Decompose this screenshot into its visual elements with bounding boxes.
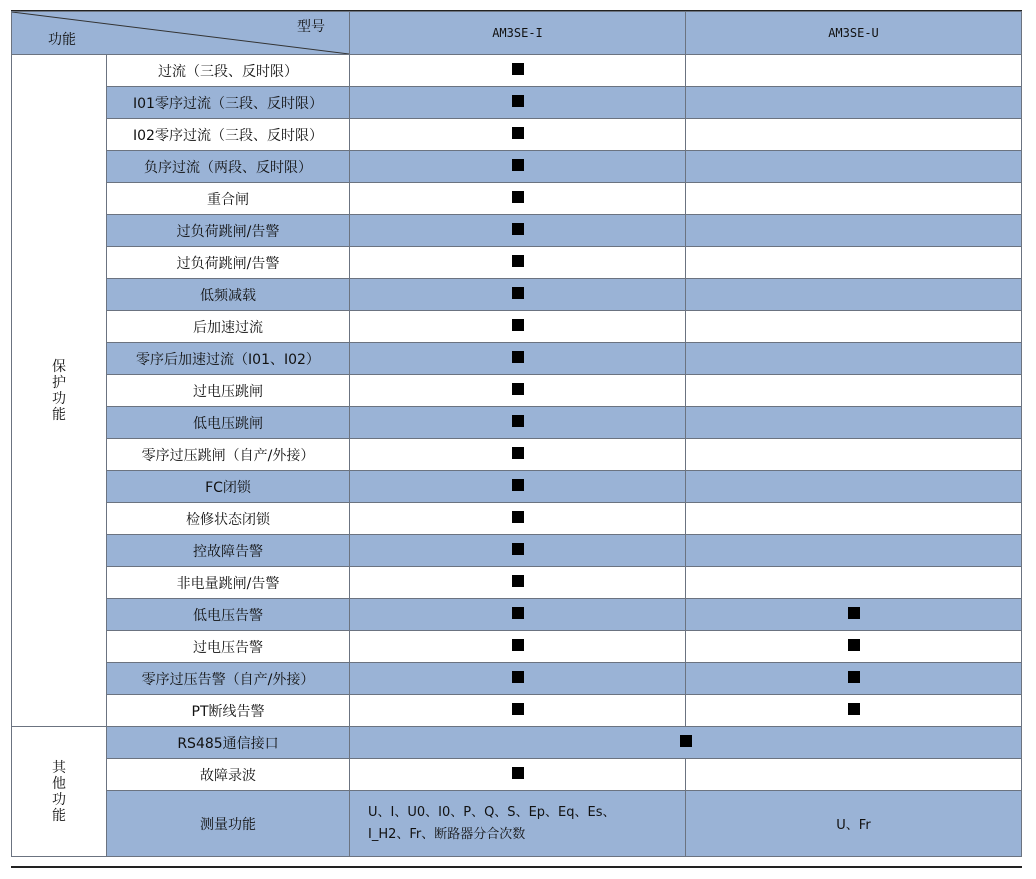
check-mark-icon <box>512 767 524 779</box>
model-a-cell <box>350 599 686 631</box>
function-name: 过负荷跳闸/告警 <box>107 215 350 247</box>
model-a-cell <box>350 279 686 311</box>
table-row <box>12 279 1022 311</box>
check-mark-icon <box>512 159 524 171</box>
model-a-cell <box>350 119 686 151</box>
function-name: 故障录波 <box>107 759 350 791</box>
function-name: 重合闸 <box>107 183 350 215</box>
model-label: 型号 <box>297 19 325 35</box>
table-row <box>12 247 1022 279</box>
check-mark-icon <box>848 671 860 683</box>
table-row <box>12 535 1022 567</box>
model-b-cell <box>686 87 1022 119</box>
function-name: PT断线告警 <box>107 695 350 727</box>
check-mark-icon <box>512 511 524 523</box>
check-mark-icon <box>512 543 524 555</box>
function-name: 零序过压告警（自产/外接） <box>107 663 350 695</box>
check-mark-icon <box>512 287 524 299</box>
check-mark-icon <box>512 95 524 107</box>
check-mark-icon <box>512 607 524 619</box>
model-a-cell <box>350 663 686 695</box>
function-name: 非电量跳闸/告警 <box>107 567 350 599</box>
function-name: FC闭锁 <box>107 471 350 503</box>
check-mark-icon <box>512 703 524 715</box>
model-a-cell <box>350 87 686 119</box>
model-a-header: AM3SE-I <box>350 12 686 55</box>
table-row <box>12 439 1022 471</box>
table-row <box>12 567 1022 599</box>
model-b-cell <box>686 471 1022 503</box>
model-b-cell <box>686 375 1022 407</box>
model-b-cell <box>686 311 1022 343</box>
model-a-cell <box>350 183 686 215</box>
function-name: 低频减载 <box>107 279 350 311</box>
model-a-cell <box>350 215 686 247</box>
model-b-cell <box>686 695 1022 727</box>
model-a-cell <box>350 343 686 375</box>
model-a-cell <box>350 247 686 279</box>
check-mark-icon <box>512 351 524 363</box>
table-row <box>12 215 1022 247</box>
function-name: 过电压告警 <box>107 631 350 663</box>
model-a-cell <box>350 375 686 407</box>
function-name: I02零序过流（三段、反时限） <box>107 119 350 151</box>
model-a-cell <box>350 631 686 663</box>
model-b-cell <box>686 631 1022 663</box>
table-row <box>12 119 1022 151</box>
check-mark-icon <box>512 639 524 651</box>
merged-cell <box>350 727 1022 759</box>
group-protection <box>12 55 107 727</box>
model-a-cell <box>350 503 686 535</box>
check-mark-icon <box>512 383 524 395</box>
check-mark-icon <box>512 447 524 459</box>
table-row <box>12 663 1022 695</box>
model-a-cell <box>350 151 686 183</box>
group-label: 其他功能 <box>52 759 66 824</box>
check-mark-icon <box>512 671 524 683</box>
function-name: 零序后加速过流（I01、I02） <box>107 343 350 375</box>
corner-header <box>12 12 350 55</box>
group-other <box>12 727 107 857</box>
table-row <box>12 695 1022 727</box>
check-mark-icon <box>848 703 860 715</box>
check-mark-icon <box>512 479 524 491</box>
measure-text-line-1: U、I、U0、I0、P、Q、S、Ep、Eq、Es、 <box>368 804 616 820</box>
model-b-cell <box>686 567 1022 599</box>
table-row <box>12 311 1022 343</box>
model-b-cell <box>686 55 1022 87</box>
table-row <box>12 407 1022 439</box>
spec-table <box>11 11 1022 857</box>
model-b-cell <box>686 503 1022 535</box>
check-mark-icon <box>512 63 524 75</box>
header-row <box>12 12 1022 55</box>
function-name: 控故障告警 <box>107 535 350 567</box>
function-name: 过电压跳闸 <box>107 375 350 407</box>
function-name: I01零序过流（三段、反时限） <box>107 87 350 119</box>
check-mark-icon <box>512 319 524 331</box>
model-a-cell <box>350 55 686 87</box>
table-row <box>12 471 1022 503</box>
check-mark-icon <box>512 415 524 427</box>
model-a-cell <box>350 407 686 439</box>
table-row <box>12 599 1022 631</box>
check-mark-icon <box>512 127 524 139</box>
function-name: 低电压告警 <box>107 599 350 631</box>
check-mark-icon <box>512 255 524 267</box>
model-b-cell: U、Fr <box>686 791 1022 857</box>
check-mark-icon <box>512 191 524 203</box>
measure-text-line-2: I_H2、Fr、断路器分合次数 <box>368 826 526 842</box>
table-row <box>12 503 1022 535</box>
check-mark-icon <box>848 639 860 651</box>
model-b-cell <box>686 151 1022 183</box>
table-row <box>12 631 1022 663</box>
check-mark-icon <box>680 735 692 747</box>
model-b-cell <box>686 215 1022 247</box>
model-b-header: AM3SE-U <box>686 12 1022 55</box>
function-name: 低电压跳闸 <box>107 407 350 439</box>
table-row <box>12 759 1022 791</box>
function-name: 测量功能 <box>107 791 350 857</box>
function-name: RS485通信接口 <box>107 727 350 759</box>
table-row <box>12 151 1022 183</box>
model-a-cell <box>350 535 686 567</box>
table-row <box>12 375 1022 407</box>
model-b-cell <box>686 535 1022 567</box>
table-row <box>12 343 1022 375</box>
model-a-cell <box>350 439 686 471</box>
check-mark-icon <box>512 575 524 587</box>
model-b-cell <box>686 599 1022 631</box>
function-label: 功能 <box>48 32 76 48</box>
function-name: 零序过压跳闸（自产/外接） <box>107 439 350 471</box>
model-b-cell <box>686 407 1022 439</box>
model-b-cell <box>686 663 1022 695</box>
model-b-cell <box>686 759 1022 791</box>
function-name: 过负荷跳闸/告警 <box>107 247 350 279</box>
table-row <box>12 55 1022 87</box>
model-a-cell <box>350 471 686 503</box>
table-row <box>12 87 1022 119</box>
table-row <box>12 727 1022 759</box>
function-name: 过流（三段、反时限） <box>107 55 350 87</box>
model-a-cell <box>350 759 686 791</box>
model-b-cell <box>686 343 1022 375</box>
model-b-cell <box>686 119 1022 151</box>
check-mark-icon <box>848 607 860 619</box>
model-b-cell <box>686 247 1022 279</box>
model-a-cell <box>350 695 686 727</box>
model-a-cell <box>350 791 686 857</box>
group-label: 保护功能 <box>52 358 66 423</box>
model-b-cell <box>686 439 1022 471</box>
table-row <box>12 791 1022 857</box>
function-name: 检修状态闭锁 <box>107 503 350 535</box>
function-name: 后加速过流 <box>107 311 350 343</box>
function-name: 负序过流（两段、反时限） <box>107 151 350 183</box>
table-row <box>12 183 1022 215</box>
model-a-cell <box>350 311 686 343</box>
check-mark-icon <box>512 223 524 235</box>
model-b-cell <box>686 279 1022 311</box>
bottom-rule <box>11 866 1022 868</box>
model-b-cell <box>686 183 1022 215</box>
model-a-cell <box>350 567 686 599</box>
